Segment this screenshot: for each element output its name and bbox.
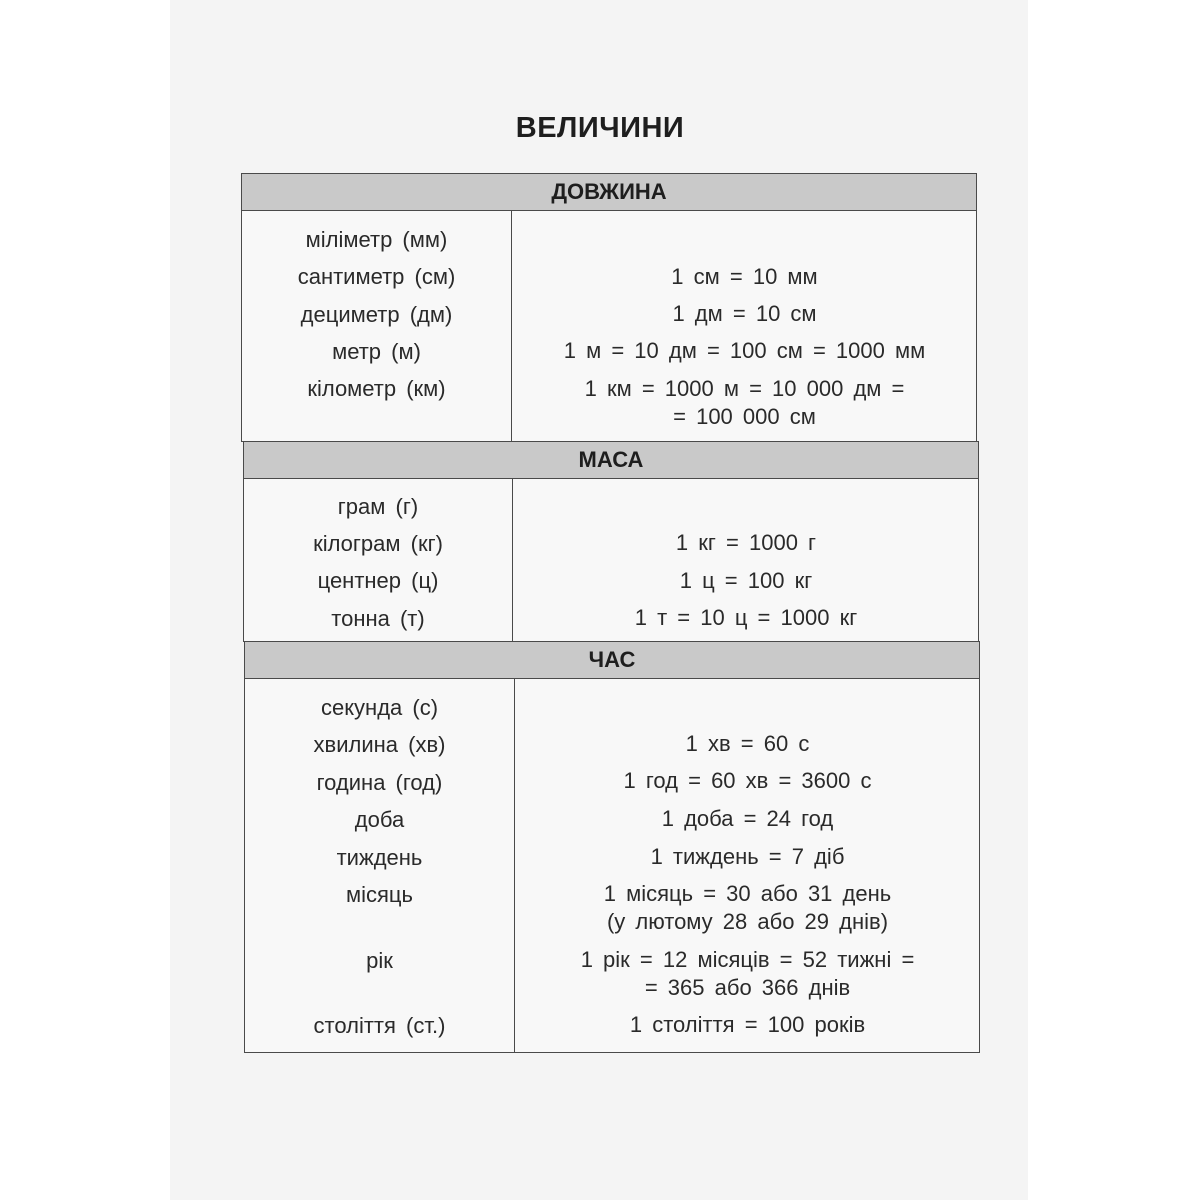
unit-name: тиждень [336,845,423,870]
section-table [244,641,980,1053]
conversion-line: 1 дм = 10 см [672,301,817,326]
unit-name: дециметр (дм) [300,302,453,327]
section-heading: ЧАС [245,642,979,679]
unit-name: тонна (т) [331,606,425,631]
conversion-line: 1 ц = 100 кг [679,568,813,593]
unit-conversion [514,946,981,1002]
unit-conversion [511,375,978,431]
section-table [241,173,977,442]
conversion-line: 1 тиждень = 7 діб [650,844,845,869]
unit-name: сантиметр (см) [297,264,456,289]
conversion-line: 1 год = 60 хв = 3600 с [623,768,872,793]
section-heading: МАСА [244,442,978,479]
unit-name: століття (ст.) [313,1013,446,1038]
unit-name: доба [354,807,405,832]
unit-conversion [511,300,978,328]
conversion-line: 1 місяць = 30 або 31 день [603,881,892,906]
unit-name: міліметр (мм) [305,227,448,252]
unit-conversion [514,805,981,833]
unit-conversion [512,529,980,557]
unit-conversion [514,843,981,871]
conversion-line: 1 км = 1000 м = 10 000 дм = [584,376,905,401]
unit-conversion [514,730,981,758]
unit-conversion [514,1011,981,1039]
conversion-line: = 100 000 см [673,404,816,429]
unit-name: секунда (с) [320,695,439,720]
unit-name: рік [366,948,393,973]
page-title: ВЕЛИЧИНИ [515,112,685,144]
section-heading: ДОВЖИНА [242,174,976,211]
unit-name: година (год) [316,770,443,795]
unit-name: кілометр (км) [307,376,446,401]
conversion-line: (у лютому 28 або 29 днів) [606,909,889,934]
unit-conversion [512,567,980,595]
unit-conversion [512,604,980,632]
conversion-line: = 365 або 366 днів [644,975,851,1000]
conversion-line: 1 кг = 1000 г [675,530,817,555]
unit-name: місяць [346,882,413,907]
conversion-line: 1 м = 10 дм = 100 см = 1000 мм [563,338,926,363]
conversion-line: 1 т = 10 ц = 1000 кг [634,605,858,630]
unit-name: хвилина (хв) [313,732,446,757]
unit-conversion [514,767,981,795]
section-table [243,441,979,642]
conversion-line: 1 століття = 100 років [629,1012,866,1037]
unit-name: центнер (ц) [317,568,439,593]
unit-name: кілограм (кг) [313,531,443,556]
conversion-line: 1 см = 10 мм [671,264,818,289]
unit-conversion [511,337,978,365]
conversion-line: 1 хв = 60 с [685,731,810,756]
unit-conversion [511,263,978,291]
unit-conversion [514,880,981,936]
unit-name: грам (г) [337,494,419,519]
unit-name: метр (м) [332,339,421,364]
conversion-line: 1 рік = 12 місяців = 52 тижні = [580,947,915,972]
conversion-line: 1 доба = 24 год [661,806,834,831]
